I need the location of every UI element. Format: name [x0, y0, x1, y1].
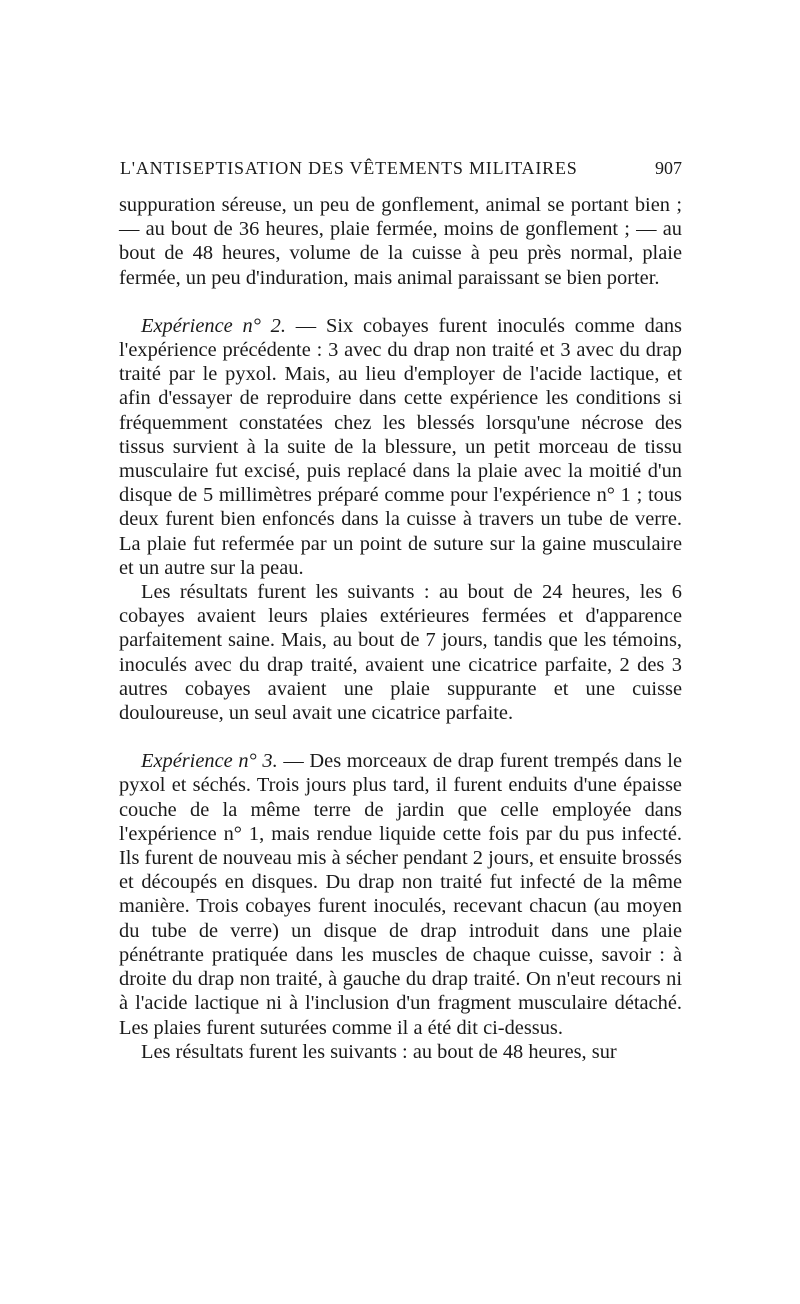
paragraph-experience-3 [119, 749, 682, 1039]
experience-3-title: Expérience n° 3. [141, 750, 278, 773]
paragraph-text: — Six cobayes furent inoculés comme dans l'expérience précédente : 3 avec du drap non traité et 3 avec du drap traité par le pyxol. Mais, au lieu d'employer de l'acide lactique, et afin d'essayer de reproduire dans cette expérience les conditions si fréquemment constatées chez les blessés lorsqu'une nécrose des tissus survient à la suite de la blessure, un petit morceau de tissu musculaire fut excisé, puis replacé dans la plaie avec la moitié d'un disque de 5 millimètres préparé comme pour l'expérience n° 1 ; tous deux furent bien enfoncés dans la cuisse à travers un tube de verre. La plaie fut refermée par un point de suture sur la gaine musculaire et un autre sur la peau. [119, 314, 682, 579]
paragraph-results-2 [119, 580, 682, 725]
paragraph-continuation [119, 193, 682, 290]
paragraph-text: suppuration séreuse, un peu de gonflement, animal se portant bien ; — au bout de 36 heures, plaie fermée, moins de gonflement ; — au bout de 48 heures, volume de la cuisse à peu près normal, plaie fermée, un peu d'induration, mais animal paraissant se bien porter. [119, 194, 682, 289]
paragraph-experience-2 [119, 314, 682, 580]
experience-2-title: Expérience n° 2. [141, 314, 286, 337]
body-text [119, 193, 682, 1064]
running-title: L'ANTISEPTISATION DES VÊTEMENTS MILITAIRES [120, 158, 578, 178]
page-number: 907 [655, 158, 682, 178]
paragraph-results-3 [119, 1040, 682, 1064]
running-header [120, 158, 682, 186]
paragraph-text: — Des morceaux de drap furent trempés dans le pyxol et séchés. Trois jours plus tard, il furent enduits d'une épaisse couche de la même terre de jardin que celle employée dans l'expérience n° 1, mais rendue liquide cette fois par du pus infecté. Ils furent de nouveau mis à sécher pendant 2 jours, et ensuite brossés et découpés en disques. Du drap non traité fut infecté de la même manière. Trois cobayes furent inoculés, recevant chacun (au moyen du tube de verre) un disque de drap introduit dans une plaie pénétrante pratiquée dans les muscles de chaque cuisse, savoir : à droite du drap non traité, à gauche du drap traité. On n'eut recours ni à l'acide lactique ni à l'inclusion d'un fragment musculaire détaché. Les plaies furent suturées comme il a été dit ci-dessus. [119, 750, 682, 1039]
paragraph-text: Les résultats furent les suivants : au bout de 48 heures, sur [141, 1040, 617, 1063]
paragraph-text: Les résultats furent les suivants : au bout de 24 heures, les 6 cobayes avaient leurs plaies extérieures fermées et d'apparence parfaitement saine. Mais, au bout de 7 jours, tandis que les témoins, inoculés avec du drap traité, avaient une cicatrice parfaite, 2 des 3 autres cobayes avaient une plaie suppurante et une cuisse douloureuse, un seul avait une cicatrice parfaite. [119, 581, 682, 725]
